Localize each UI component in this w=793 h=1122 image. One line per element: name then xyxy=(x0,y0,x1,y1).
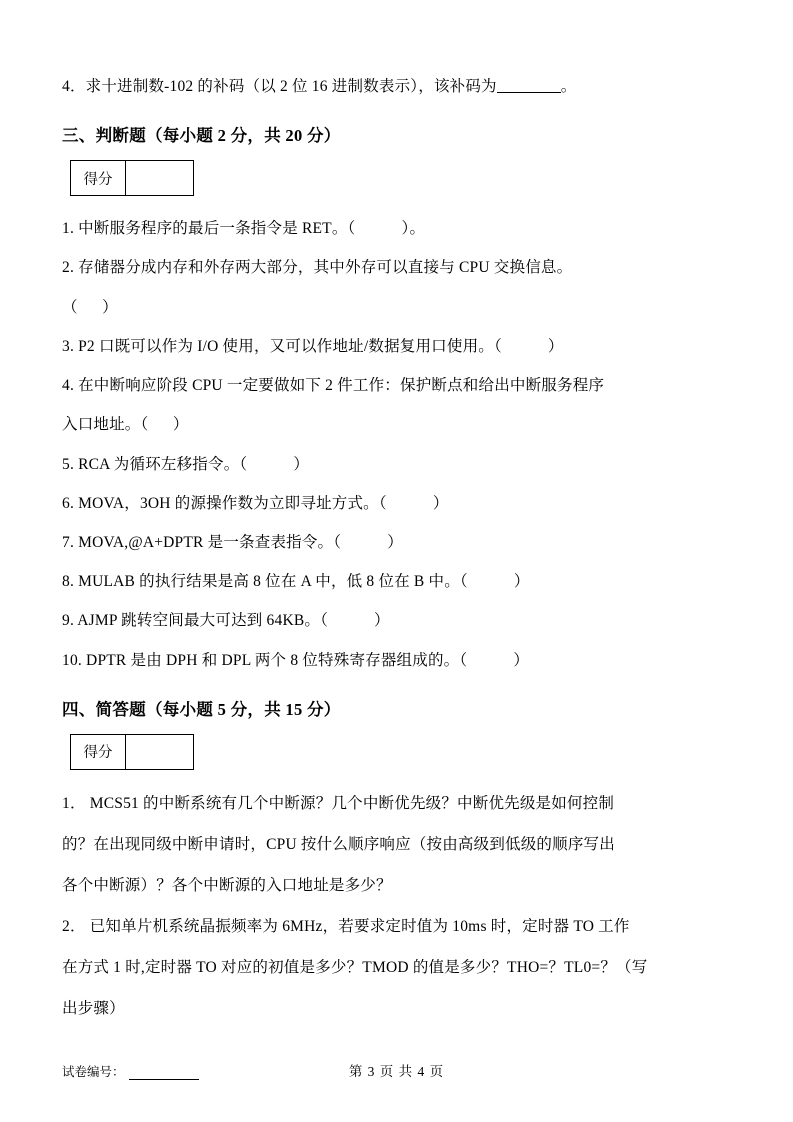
tf-item-5 xyxy=(62,450,731,480)
tf-item-4 xyxy=(62,371,731,401)
short-answer-1-line-1: 1． MCS51 的中断系统有几个中断源？几个中断优先级？中断优先级是如何控制 xyxy=(62,794,615,812)
question-4-tail: 。 xyxy=(560,78,577,95)
tf-item-3-close: ） xyxy=(547,337,564,355)
tf-item-10 xyxy=(62,646,731,676)
section-3-score-box xyxy=(70,160,194,196)
question-4-text: 4．求十进制数-102 的补码（以 2 位 16 进制数表示），该补码为 xyxy=(62,78,497,95)
tf-item-9-close: ） xyxy=(374,612,390,630)
exam-number-field xyxy=(62,1062,322,1080)
tf-item-4-text: 4. 在中断响应阶段 CPU 一定要做如下 2 件工作：保护断点和给出中断服务程序 xyxy=(62,377,605,395)
page-content xyxy=(62,72,731,1024)
tf-item-2-answer-paren[interactable]: （ ） xyxy=(62,298,118,316)
exam-number-blank[interactable] xyxy=(129,1066,199,1080)
tf-item-6 xyxy=(62,489,731,519)
tf-item-8-text: 8. MULAB 的执行结果是高 8 位在 A 中，低 8 位在 B 中。（ xyxy=(62,573,468,591)
tf-item-1 xyxy=(62,214,731,244)
tf-item-3-text: 3. P2 口既可以作为 I/O 使用，又可以作地址/数据复用口使用。（ xyxy=(62,337,502,355)
tf-item-7 xyxy=(62,528,731,558)
tf-item-1-text: 1. 中断服务程序的最后一条指令是 RET。（ xyxy=(62,220,356,238)
answer-blank xyxy=(497,92,561,93)
tf-item-10-text: 10. DPTR 是由 DPH 和 DPL 两个 8 位特殊寄存器组成的。（ xyxy=(62,651,468,669)
short-answer-2-line-3: 出步骤） xyxy=(62,999,125,1017)
short-answer-1-line-3: 各个中断源）？各个中断源的入口地址是多少？ xyxy=(62,876,392,894)
page-footer xyxy=(62,1060,731,1080)
tf-item-5-text: 5. RCA 为循环左移指令。（ xyxy=(62,455,248,473)
tf-item-7-text: 7. MOVA,@A+DPTR 是一条查表指令。（ xyxy=(62,533,342,551)
short-answer-1 xyxy=(62,788,731,901)
section-4-score-box xyxy=(70,734,194,770)
page-number: 第 3 页 共 4 页 xyxy=(348,1064,445,1079)
tf-item-9 xyxy=(62,606,731,636)
section-4-heading: 四、简答题（每小题 5 分，共 15 分） xyxy=(62,699,341,719)
tf-item-2 xyxy=(62,253,731,283)
tf-item-5-close: ） xyxy=(293,455,310,473)
short-answer-2 xyxy=(62,911,731,1024)
short-answer-1-line-2: 的？在出现同级中断申请时，CPU 按什么顺序响应（按由高级到低级的顺序写出 xyxy=(62,835,615,853)
tf-item-6-close: ） xyxy=(432,494,449,512)
section-3-heading: 三、判断题（每小题 2 分，共 20 分） xyxy=(62,126,341,146)
tf-item-6-text: 6. MOVA，3OH 的源操作数为立即寻址方式。（ xyxy=(62,494,387,512)
tf-item-1-close: ）。 xyxy=(401,220,426,238)
section-4-score-blank[interactable] xyxy=(126,735,193,769)
tf-item-7-close: ） xyxy=(387,533,403,551)
tf-item-2-text: 2. 存储器分成内存和外存两大部分，其中外存可以直接与 CPU 交换信息。 xyxy=(62,259,573,277)
tf-item-4-cont xyxy=(62,410,731,440)
question-4-fill-in xyxy=(62,72,731,102)
section-3-score-label: 得分 xyxy=(71,161,126,195)
short-answer-2-line-1: 2． 已知单片机系统晶振频率为 6MHz，若要求定时值为 10ms 时，定时器 TO 工作 xyxy=(62,917,630,935)
section-3-score-blank[interactable] xyxy=(126,161,193,195)
tf-item-8 xyxy=(62,567,731,597)
tf-item-9-text: 9. AJMP 跳转空间最大可达到 64KB。（ xyxy=(62,612,329,630)
tf-item-3 xyxy=(62,332,731,362)
tf-item-4-answer[interactable]: 入口地址。（ ） xyxy=(62,416,189,434)
exam-number-label: 试卷编号： xyxy=(62,1065,125,1079)
section-4-score-label: 得分 xyxy=(71,735,126,769)
short-answer-2-line-2: 在方式 1 时,定时器 TO 对应的初值是多少？TMOD 的值是多少？THO=？TL0=？（写 xyxy=(62,958,648,976)
tf-item-2-cont xyxy=(62,293,731,323)
tf-item-10-close: ） xyxy=(513,651,530,669)
tf-item-8-close: ） xyxy=(513,573,530,591)
